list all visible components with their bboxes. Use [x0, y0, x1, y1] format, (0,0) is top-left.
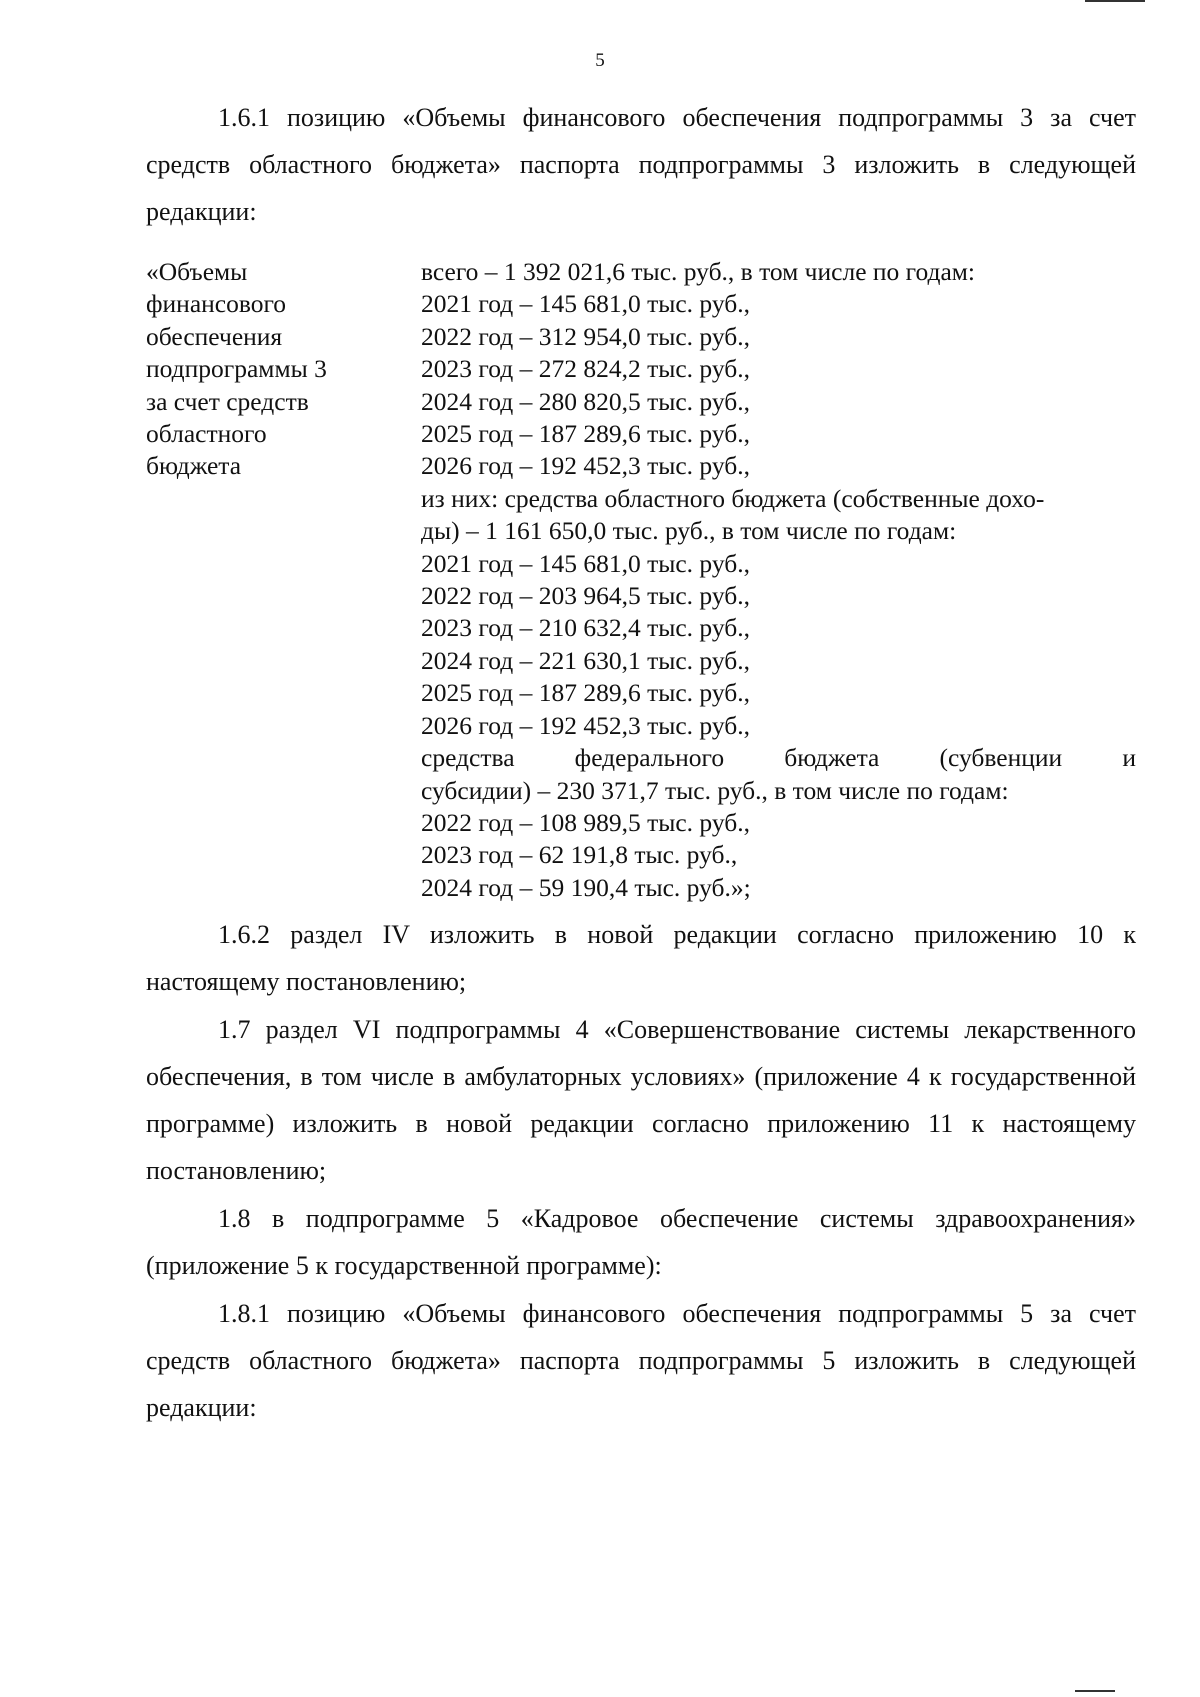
passport-label-line: обеспечения [146, 321, 283, 351]
total-funding-line: всего – 1 392 021,6 тыс. руб., в том числе по годам: [421, 257, 976, 286]
paragraph-1-8: 1.8 в подпрограмме 5 «Кадровое обеспечение системы здравоохранения» (приложение 5 к государственной программе): [146, 1204, 1136, 1280]
paragraph-1-6-2: 1.6.2 раздел IV изложить в новой редакции согласно приложению 10 к настоящему постановлению; [146, 920, 1136, 996]
own-revenue-line: ды) – 1 161 650,0 тыс. руб., в том числе по годам: [421, 516, 957, 546]
passport-label-line: за счет средств [146, 386, 309, 416]
passport-label-line: финансового [146, 289, 287, 319]
total-year-line: 2024 год – 280 820,5 тыс. руб., [421, 386, 750, 416]
total-year-line: 2026 год – 192 452,3 тыс. руб., [421, 451, 750, 481]
bottom-right-scan-mark [1075, 1690, 1115, 1692]
top-right-scan-mark [1085, 0, 1145, 2]
total-year-line: 2025 год – 187 289,6 тыс. руб., [421, 419, 750, 449]
federal-year-line: 2023 год – 62 191,8 тыс. руб., [421, 840, 738, 870]
passport-label-line: областного [146, 419, 267, 449]
passport-label-column [146, 256, 406, 483]
own-year-line: 2024 год – 221 630,1 тыс. руб., [421, 645, 750, 675]
federal-funding-line: субсидии) – 230 371,7 тыс. руб., в том числе по годам: [421, 775, 1009, 805]
passport-value-column [421, 256, 1136, 904]
passport-label-line: «Объемы [146, 257, 248, 286]
total-year-line: 2022 год – 312 954,0 тыс. руб., [421, 321, 750, 351]
federal-funding-line: средства федерального бюджета (субвенции и [421, 743, 1136, 773]
total-year-line: 2023 год – 272 824,2 тыс. руб., [421, 354, 750, 384]
paragraph-1-8-1: 1.8.1 позицию «Объемы финансового обеспечения подпрограммы 5 за счет средств областного бюджета» паспорта подпрограммы 5 изложить в следующей редакции: [146, 1299, 1136, 1422]
federal-year-line: 2022 год – 108 989,5 тыс. руб., [421, 807, 750, 837]
federal-year-line: 2024 год – 59 190,4 тыс. руб.»; [421, 872, 751, 902]
paragraph-1-6-1: 1.6.1 позицию «Объемы финансового обеспечения подпрограммы 3 за счет средств областного бюджета» паспорта подпрограммы 3 изложить в следующей редакции: [146, 103, 1136, 226]
own-revenue-line: из них: средства областного бюджета (собственные дохо- [421, 483, 1045, 513]
page-number: 5 [595, 50, 605, 71]
own-year-line: 2023 год – 210 632,4 тыс. руб., [421, 613, 750, 643]
total-year-line: 2021 год – 145 681,0 тыс. руб., [421, 289, 750, 319]
passport-label-line: бюджета [146, 451, 242, 481]
paragraph-1-7: 1.7 раздел VI подпрограммы 4 «Совершенствование системы лекарственного обеспечения, в том числе в амбулаторных условиях» (приложение 4 к государственной программе) изложить в новой редакции согласно приложению 11 к настоящему постановлению; [146, 1015, 1136, 1185]
own-year-line: 2026 год – 192 452,3 тыс. руб., [421, 710, 750, 740]
own-year-line: 2021 год – 145 681,0 тыс. руб., [421, 548, 750, 578]
own-year-line: 2022 год – 203 964,5 тыс. руб., [421, 581, 750, 611]
passport-label-line: подпрограммы 3 [146, 354, 327, 384]
own-year-line: 2025 год – 187 289,6 тыс. руб., [421, 678, 750, 708]
